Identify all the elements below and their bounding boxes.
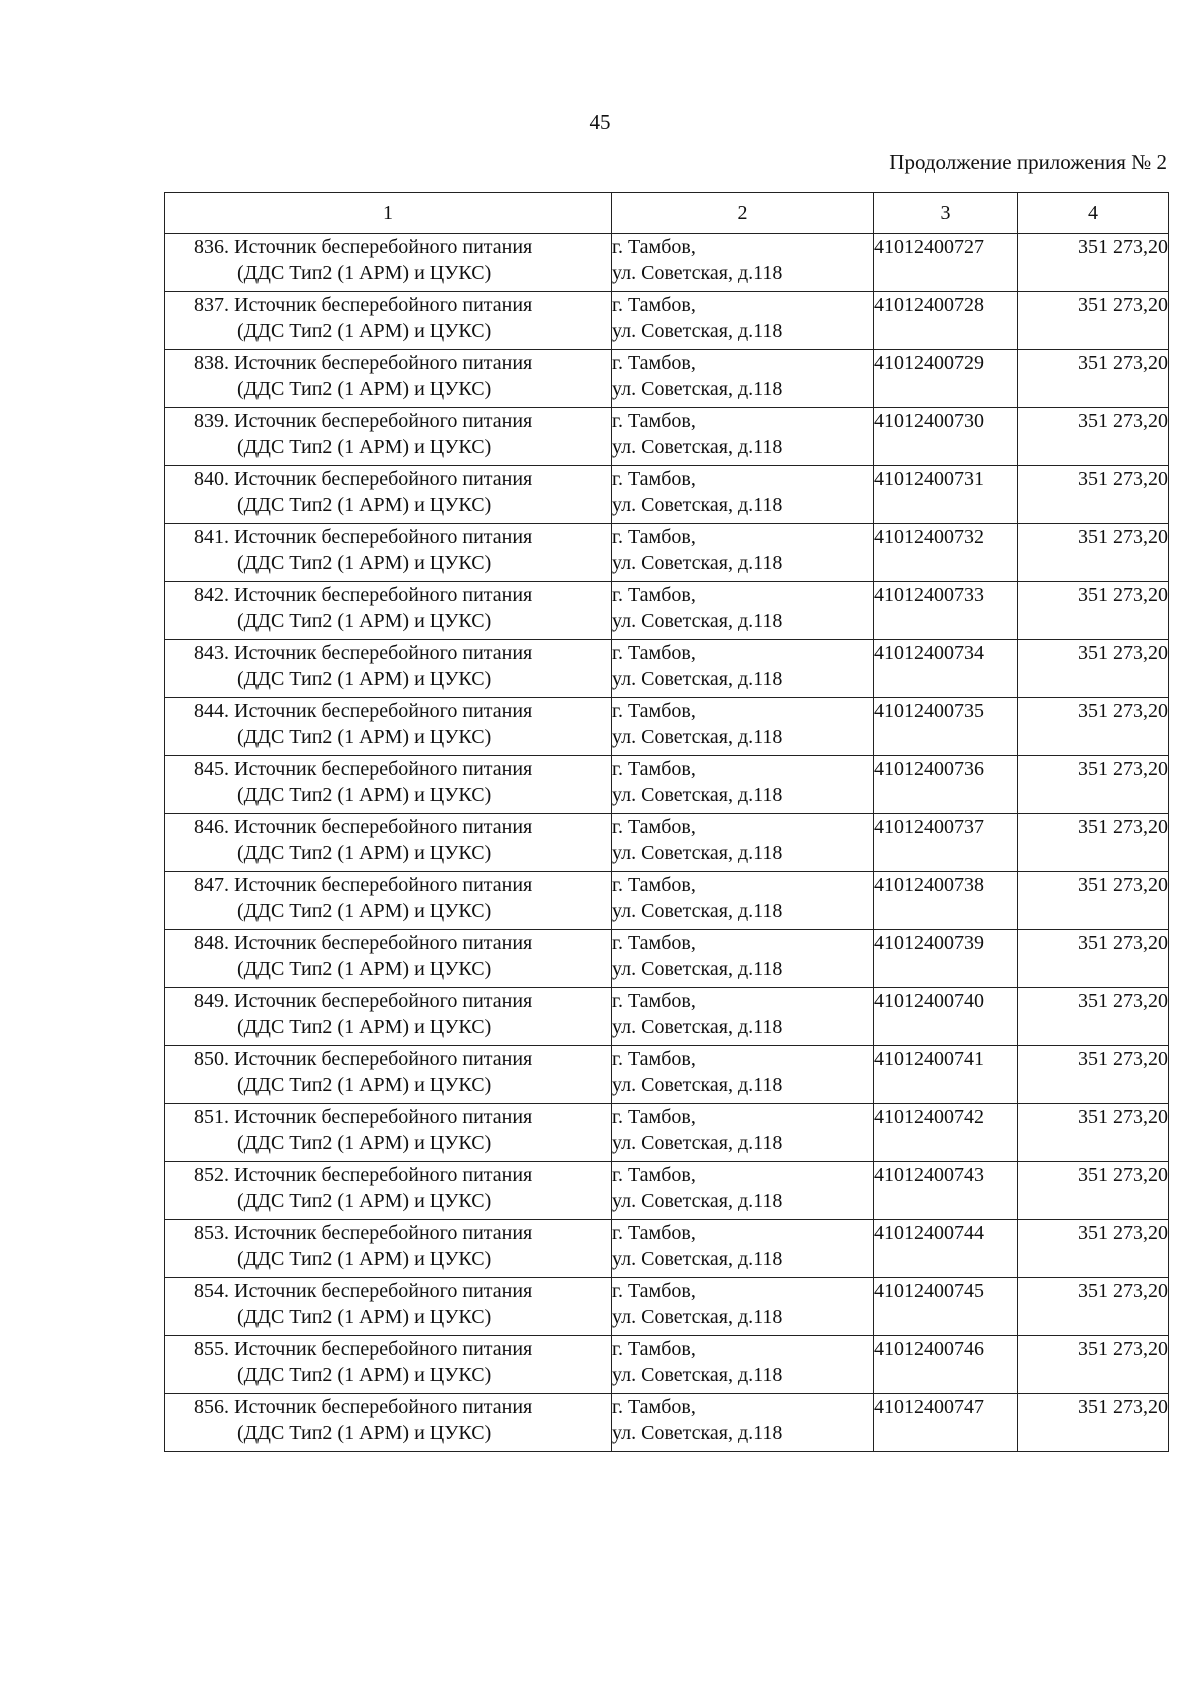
address-cell [612, 698, 874, 756]
book-value: 351 273,20 [1018, 1394, 1169, 1452]
book-value: 351 273,20 [1018, 1104, 1169, 1162]
address-city: г. Тамбов, [612, 816, 696, 838]
address-cell [612, 756, 874, 814]
address-cell [612, 1278, 874, 1336]
address-city: г. Тамбов, [612, 1164, 696, 1186]
item-name-line [165, 408, 611, 434]
address-city: г. Тамбов, [612, 1338, 696, 1360]
item-name-line [165, 872, 611, 898]
book-value: 351 273,20 [1018, 988, 1169, 1046]
book-value: 351 273,20 [1018, 408, 1169, 466]
book-value: 351 273,20 [1018, 466, 1169, 524]
item-name: Источник бесперебойного питания [234, 758, 533, 780]
item-name-cell [165, 1278, 612, 1336]
address-street: ул. Советская, д.118 [612, 1364, 783, 1386]
inventory-number: 41012400746 [874, 1336, 1018, 1394]
table-row [165, 292, 1169, 350]
inventory-number: 41012400745 [874, 1278, 1018, 1336]
inventory-number: 41012400747 [874, 1394, 1018, 1452]
address-city: г. Тамбов, [612, 758, 696, 780]
item-name-cell [165, 640, 612, 698]
inventory-number: 41012400732 [874, 524, 1018, 582]
item-name-line [165, 930, 611, 956]
address-cell [612, 1336, 874, 1394]
item-name-cell [165, 1220, 612, 1278]
book-value: 351 273,20 [1018, 292, 1169, 350]
item-name-cell [165, 756, 612, 814]
address-street: ул. Советская, д.118 [612, 1248, 783, 1270]
address-street: ул. Советская, д.118 [612, 1074, 783, 1096]
address-cell [612, 1046, 874, 1104]
item-name-cell [165, 582, 612, 640]
inventory-number: 41012400731 [874, 466, 1018, 524]
book-value: 351 273,20 [1018, 1336, 1169, 1394]
item-name: Источник бесперебойного питания [234, 642, 533, 664]
item-name-line [165, 524, 611, 550]
table-row [165, 872, 1169, 930]
address-city: г. Тамбов, [612, 468, 696, 490]
book-value: 351 273,20 [1018, 814, 1169, 872]
item-name-detail: (ДДС Тип2 (1 АРМ) и ЦУКС) [237, 784, 492, 806]
item-name-cell [165, 466, 612, 524]
item-number: 838. [194, 352, 229, 374]
address-street: ул. Советская, д.118 [612, 1422, 783, 1444]
item-name-line [165, 988, 611, 1014]
item-name: Источник бесперебойного питания [234, 468, 533, 490]
item-name-line [165, 698, 611, 724]
item-number: 839. [194, 410, 229, 432]
item-number: 837. [194, 294, 229, 316]
item-number: 844. [194, 700, 229, 722]
address-cell [612, 466, 874, 524]
item-name: Источник бесперебойного питания [234, 1338, 533, 1360]
page-number: 45 [589, 110, 611, 134]
item-number: 845. [194, 758, 229, 780]
book-value: 351 273,20 [1018, 234, 1169, 292]
address-street: ул. Советская, д.118 [612, 668, 783, 690]
table-row [165, 1394, 1169, 1452]
table-row [165, 408, 1169, 466]
inventory-number: 41012400729 [874, 350, 1018, 408]
address-street: ул. Советская, д.118 [612, 378, 783, 400]
address-city: г. Тамбов, [612, 642, 696, 664]
item-name-line [165, 1162, 611, 1188]
item-name-detail: (ДДС Тип2 (1 АРМ) и ЦУКС) [237, 958, 492, 980]
item-name-detail: (ДДС Тип2 (1 АРМ) и ЦУКС) [237, 668, 492, 690]
item-name-cell [165, 350, 612, 408]
address-city: г. Тамбов, [612, 294, 696, 316]
item-name: Источник бесперебойного питания [234, 1164, 533, 1186]
table-row [165, 1104, 1169, 1162]
book-value: 351 273,20 [1018, 350, 1169, 408]
item-name-detail: (ДДС Тип2 (1 АРМ) и ЦУКС) [237, 1248, 492, 1270]
item-name-cell [165, 698, 612, 756]
item-name-cell [165, 524, 612, 582]
item-name: Источник бесперебойного питания [234, 294, 533, 316]
item-name-cell [165, 1162, 612, 1220]
inventory-number: 41012400743 [874, 1162, 1018, 1220]
item-number: 851. [194, 1106, 229, 1128]
address-street: ул. Советская, д.118 [612, 958, 783, 980]
item-name-detail: (ДДС Тип2 (1 АРМ) и ЦУКС) [237, 1016, 492, 1038]
book-value: 351 273,20 [1018, 1162, 1169, 1220]
item-name: Источник бесперебойного питания [234, 1396, 533, 1418]
table-row [165, 814, 1169, 872]
table-row [165, 640, 1169, 698]
item-name: Источник бесперебойного питания [234, 1106, 533, 1128]
item-name: Источник бесперебойного питания [234, 990, 533, 1012]
item-name-line [165, 1220, 611, 1246]
item-name-cell [165, 988, 612, 1046]
item-name-detail: (ДДС Тип2 (1 АРМ) и ЦУКС) [237, 726, 492, 748]
item-name: Источник бесперебойного питания [234, 352, 533, 374]
item-name-cell [165, 1104, 612, 1162]
address-city: г. Тамбов, [612, 352, 696, 374]
address-city: г. Тамбов, [612, 236, 696, 258]
item-number: 854. [194, 1280, 229, 1302]
item-name-detail: (ДДС Тип2 (1 АРМ) и ЦУКС) [237, 610, 492, 632]
item-number: 849. [194, 990, 229, 1012]
item-number: 836. [194, 236, 229, 258]
item-name-line [165, 756, 611, 782]
book-value: 351 273,20 [1018, 1278, 1169, 1336]
address-city: г. Тамбов, [612, 1048, 696, 1070]
address-street: ул. Советская, д.118 [612, 1016, 783, 1038]
item-name-cell [165, 930, 612, 988]
item-name-detail: (ДДС Тип2 (1 АРМ) и ЦУКС) [237, 1074, 492, 1096]
address-street: ул. Советская, д.118 [612, 262, 783, 284]
item-name: Источник бесперебойного питания [234, 816, 533, 838]
item-name-line [165, 1046, 611, 1072]
item-name-line [165, 640, 611, 666]
column-header-3: 3 [874, 193, 1018, 234]
item-number: 842. [194, 584, 229, 606]
address-cell [612, 582, 874, 640]
address-city: г. Тамбов, [612, 874, 696, 896]
table-row [165, 698, 1169, 756]
book-value: 351 273,20 [1018, 582, 1169, 640]
address-street: ул. Советская, д.118 [612, 1132, 783, 1154]
inventory-number: 41012400739 [874, 930, 1018, 988]
address-street: ул. Советская, д.118 [612, 842, 783, 864]
table-row [165, 1162, 1169, 1220]
table-row [165, 1278, 1169, 1336]
book-value: 351 273,20 [1018, 698, 1169, 756]
inventory-number: 41012400734 [874, 640, 1018, 698]
item-name-detail: (ДДС Тип2 (1 АРМ) и ЦУКС) [237, 378, 492, 400]
table-row [165, 524, 1169, 582]
item-number: 847. [194, 874, 229, 896]
book-value: 351 273,20 [1018, 930, 1169, 988]
inventory-number: 41012400744 [874, 1220, 1018, 1278]
address-cell [612, 1162, 874, 1220]
item-name-cell [165, 872, 612, 930]
inventory-number: 41012400730 [874, 408, 1018, 466]
item-number: 846. [194, 816, 229, 838]
item-name-detail: (ДДС Тип2 (1 АРМ) и ЦУКС) [237, 842, 492, 864]
item-name-detail: (ДДС Тип2 (1 АРМ) и ЦУКС) [237, 320, 492, 342]
item-name-detail: (ДДС Тип2 (1 АРМ) и ЦУКС) [237, 494, 492, 516]
appendix-continuation-label: Продолжение приложения № 2 [889, 150, 1167, 174]
item-name: Источник бесперебойного питания [234, 410, 533, 432]
table-row [165, 756, 1169, 814]
item-name-detail: (ДДС Тип2 (1 АРМ) и ЦУКС) [237, 1364, 492, 1386]
item-name-detail: (ДДС Тип2 (1 АРМ) и ЦУКС) [237, 1306, 492, 1328]
item-number: 855. [194, 1338, 229, 1360]
item-name: Источник бесперебойного питания [234, 700, 533, 722]
inventory-number: 41012400727 [874, 234, 1018, 292]
address-street: ул. Советская, д.118 [612, 436, 783, 458]
item-name-detail: (ДДС Тип2 (1 АРМ) и ЦУКС) [237, 552, 492, 574]
table-row [165, 988, 1169, 1046]
address-cell [612, 350, 874, 408]
item-name-line [165, 1394, 611, 1420]
address-cell [612, 292, 874, 350]
item-name-line [165, 234, 611, 260]
address-cell [612, 814, 874, 872]
book-value: 351 273,20 [1018, 1220, 1169, 1278]
inventory-number: 41012400735 [874, 698, 1018, 756]
address-street: ул. Советская, д.118 [612, 1190, 783, 1212]
item-name: Источник бесперебойного питания [234, 1280, 533, 1302]
table-row [165, 1220, 1169, 1278]
item-number: 841. [194, 526, 229, 548]
item-name-line [165, 466, 611, 492]
item-name-cell [165, 408, 612, 466]
item-number: 850. [194, 1048, 229, 1070]
address-city: г. Тамбов, [612, 990, 696, 1012]
item-name: Источник бесперебойного питания [234, 236, 533, 258]
inventory-number: 41012400736 [874, 756, 1018, 814]
item-name: Источник бесперебойного питания [234, 526, 533, 548]
item-name-detail: (ДДС Тип2 (1 АРМ) и ЦУКС) [237, 900, 492, 922]
item-number: 856. [194, 1396, 229, 1418]
address-city: г. Тамбов, [612, 526, 696, 548]
book-value: 351 273,20 [1018, 640, 1169, 698]
address-street: ул. Советская, д.118 [612, 1306, 783, 1328]
header-row [165, 193, 1169, 234]
property-table [164, 192, 1169, 1452]
address-city: г. Тамбов, [612, 932, 696, 954]
item-name: Источник бесперебойного питания [234, 932, 533, 954]
column-header-1: 1 [165, 193, 612, 234]
inventory-number: 41012400737 [874, 814, 1018, 872]
table-row [165, 1336, 1169, 1394]
address-city: г. Тамбов, [612, 1396, 696, 1418]
column-header-4: 4 [1018, 193, 1169, 234]
address-city: г. Тамбов, [612, 1222, 696, 1244]
address-street: ул. Советская, д.118 [612, 784, 783, 806]
address-city: г. Тамбов, [612, 410, 696, 432]
address-city: г. Тамбов, [612, 1280, 696, 1302]
address-street: ул. Советская, д.118 [612, 900, 783, 922]
item-name-cell [165, 1394, 612, 1452]
item-name-detail: (ДДС Тип2 (1 АРМ) и ЦУКС) [237, 1190, 492, 1212]
table-row [165, 350, 1169, 408]
item-name-cell [165, 292, 612, 350]
item-number: 848. [194, 932, 229, 954]
address-cell [612, 234, 874, 292]
item-name-line [165, 292, 611, 318]
item-number: 852. [194, 1164, 229, 1186]
address-cell [612, 524, 874, 582]
table-row [165, 466, 1169, 524]
item-name-line [165, 1336, 611, 1362]
inventory-number: 41012400742 [874, 1104, 1018, 1162]
item-name-cell [165, 814, 612, 872]
item-name-cell [165, 1336, 612, 1394]
item-name: Источник бесперебойного питания [234, 1048, 533, 1070]
item-name-line [165, 814, 611, 840]
item-number: 840. [194, 468, 229, 490]
inventory-number: 41012400728 [874, 292, 1018, 350]
column-header-2: 2 [612, 193, 874, 234]
item-name: Источник бесперебойного питания [234, 1222, 533, 1244]
item-number: 853. [194, 1222, 229, 1244]
address-city: г. Тамбов, [612, 1106, 696, 1128]
address-street: ул. Советская, д.118 [612, 610, 783, 632]
item-name-cell [165, 234, 612, 292]
book-value: 351 273,20 [1018, 524, 1169, 582]
item-name-detail: (ДДС Тип2 (1 АРМ) и ЦУКС) [237, 1422, 492, 1444]
address-street: ул. Советская, д.118 [612, 552, 783, 574]
book-value: 351 273,20 [1018, 1046, 1169, 1104]
table-row [165, 582, 1169, 640]
item-name-detail: (ДДС Тип2 (1 АРМ) и ЦУКС) [237, 1132, 492, 1154]
inventory-number: 41012400733 [874, 582, 1018, 640]
address-city: г. Тамбов, [612, 700, 696, 722]
address-cell [612, 872, 874, 930]
address-street: ул. Советская, д.118 [612, 320, 783, 342]
item-name-detail: (ДДС Тип2 (1 АРМ) и ЦУКС) [237, 262, 492, 284]
item-name-line [165, 350, 611, 376]
item-name-cell [165, 1046, 612, 1104]
table-header [165, 193, 1169, 234]
item-name-line [165, 1104, 611, 1130]
address-city: г. Тамбов, [612, 584, 696, 606]
address-cell [612, 408, 874, 466]
inventory-number: 41012400738 [874, 872, 1018, 930]
table-row [165, 930, 1169, 988]
item-number: 843. [194, 642, 229, 664]
table-row [165, 1046, 1169, 1104]
address-cell [612, 1220, 874, 1278]
address-cell [612, 1394, 874, 1452]
book-value: 351 273,20 [1018, 872, 1169, 930]
address-cell [612, 1104, 874, 1162]
table-body [165, 234, 1169, 1452]
item-name-line [165, 1278, 611, 1304]
inventory-number: 41012400741 [874, 1046, 1018, 1104]
address-cell [612, 930, 874, 988]
inventory-number: 41012400740 [874, 988, 1018, 1046]
item-name: Источник бесперебойного питания [234, 874, 533, 896]
item-name-detail: (ДДС Тип2 (1 АРМ) и ЦУКС) [237, 436, 492, 458]
item-name: Источник бесперебойного питания [234, 584, 533, 606]
address-cell [612, 640, 874, 698]
table-row [165, 234, 1169, 292]
address-cell [612, 988, 874, 1046]
address-street: ул. Советская, д.118 [612, 494, 783, 516]
book-value: 351 273,20 [1018, 756, 1169, 814]
address-street: ул. Советская, д.118 [612, 726, 783, 748]
item-name-line [165, 582, 611, 608]
